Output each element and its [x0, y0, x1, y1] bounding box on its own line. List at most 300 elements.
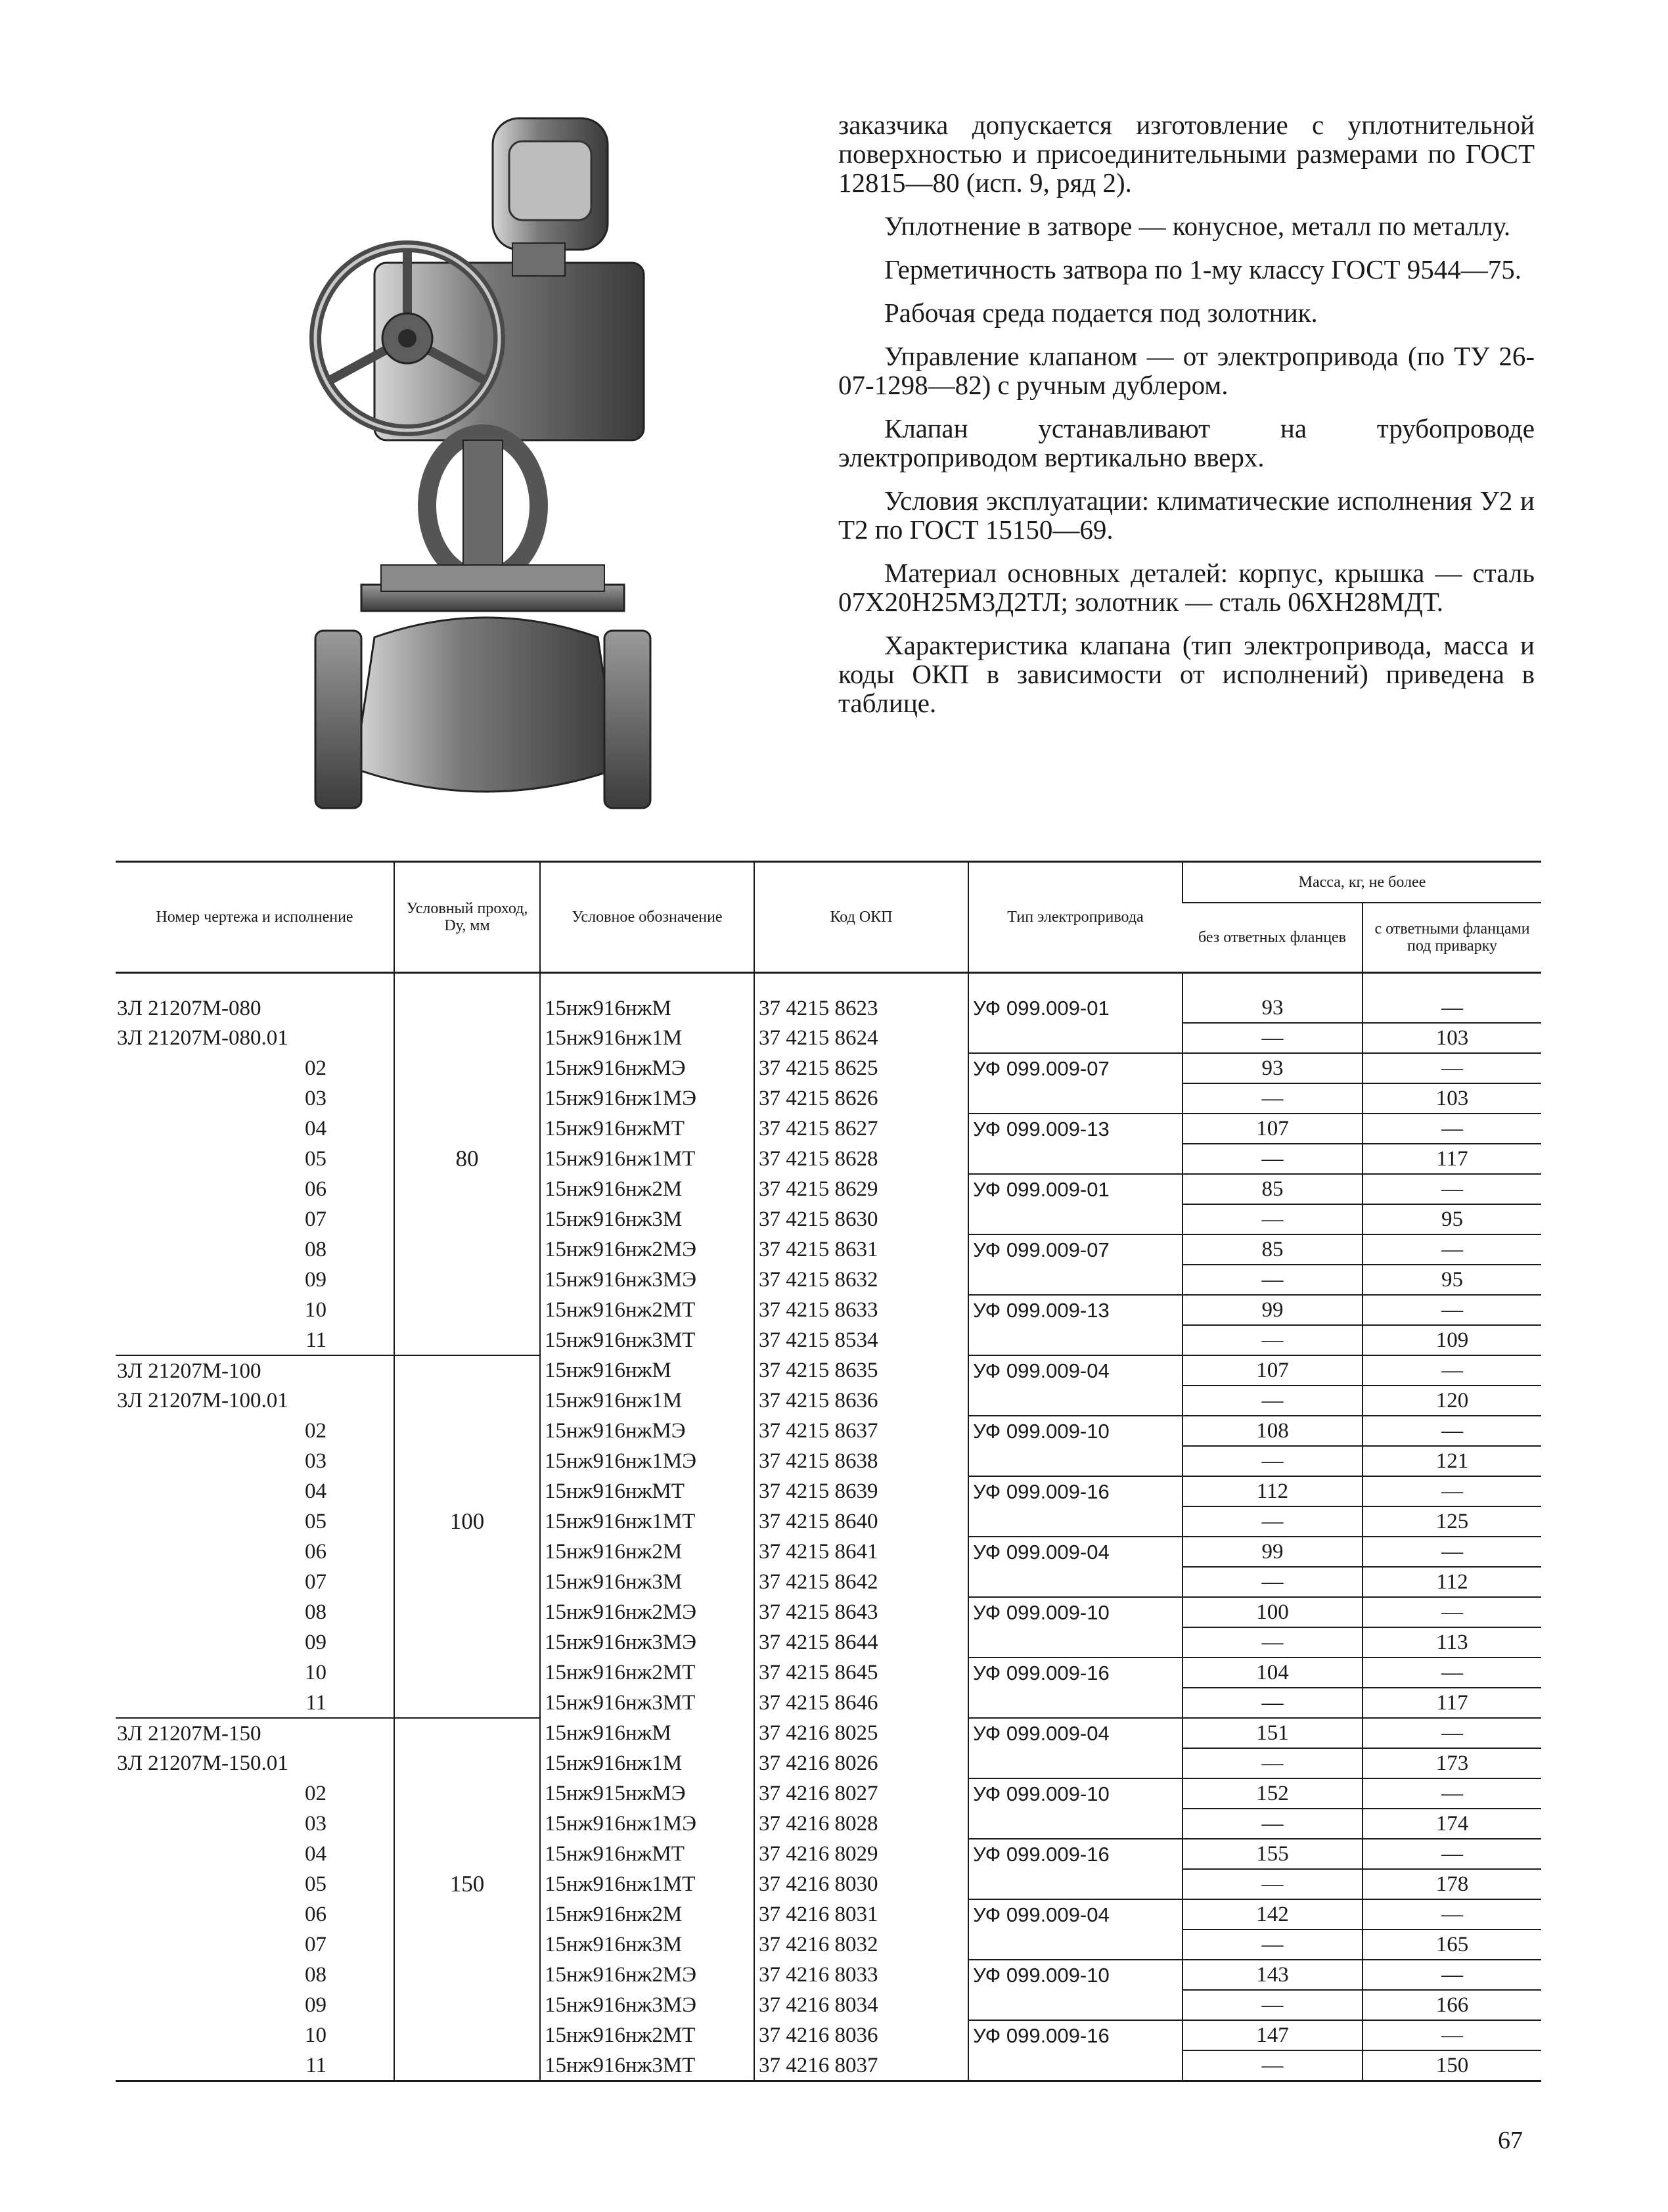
nominal-bore-cell [394, 1476, 540, 1506]
mass-with-flanges-cell: — [1363, 1718, 1541, 1748]
drawing-number-cell: 10 [305, 2023, 327, 2047]
designation-cell: 15нж916нж2МЭ [540, 1597, 754, 1627]
table-row [116, 1325, 1541, 1355]
drawing-number-cell: 3Л 21207М-080 [117, 996, 261, 1020]
header-mass-group: Масса, кг, не более [1183, 862, 1541, 903]
mass-no-flanges-cell: — [1183, 1325, 1363, 1355]
drawing-number-cell: 3Л 21207М-100.01 [117, 1389, 288, 1412]
okp-code-cell: 37 4216 8037 [754, 2050, 968, 2081]
nominal-bore-cell [394, 2050, 540, 2081]
okp-code-cell: 37 4216 8029 [754, 1839, 968, 1869]
okp-code-cell: 37 4215 8636 [754, 1386, 968, 1416]
drawing-number-cell: 10 [305, 1298, 327, 1322]
drawing-number-cell: 02 [305, 1419, 327, 1443]
mass-no-flanges-cell: 108 [1183, 1416, 1363, 1446]
designation-cell: 15нж916нжМЭ [540, 1053, 754, 1083]
okp-code-cell: 37 4216 8030 [754, 1869, 968, 1899]
okp-code-cell: 37 4215 8643 [754, 1597, 968, 1627]
drive-type-cell [968, 1144, 1183, 1174]
mass-no-flanges-cell: 100 [1183, 1597, 1363, 1627]
nominal-bore-cell [394, 1627, 540, 1658]
designation-cell: 15нж916нжМТ [540, 1839, 754, 1869]
okp-code-cell: 37 4216 8025 [754, 1718, 968, 1748]
mass-no-flanges-cell: 147 [1183, 2020, 1363, 2050]
mass-with-flanges-cell: 178 [1363, 1869, 1541, 1899]
okp-code-cell: 37 4216 8026 [754, 1748, 968, 1778]
table-row [116, 993, 1541, 1023]
okp-code-cell: 37 4215 8644 [754, 1627, 968, 1658]
mass-with-flanges-cell: — [1363, 1899, 1541, 1930]
mass-with-flanges-cell: 112 [1363, 1567, 1541, 1597]
mass-with-flanges-cell: — [1363, 1295, 1541, 1325]
table-row [116, 1204, 1541, 1234]
okp-code-cell: 37 4215 8629 [754, 1174, 968, 1204]
drive-type-cell: УФ 099.009-10 [968, 1778, 1183, 1809]
drawing-number-cell: 10 [305, 1661, 327, 1684]
table-row [116, 1053, 1541, 1083]
okp-code-cell: 37 4215 8534 [754, 1325, 968, 1355]
mass-with-flanges-cell: — [1363, 1839, 1541, 1869]
nominal-bore-cell [394, 1567, 540, 1597]
table-row [116, 1174, 1541, 1204]
drawing-number-cell: 02 [305, 1056, 327, 1080]
nominal-bore-cell [394, 1839, 540, 1869]
table-row [116, 1537, 1541, 1567]
table-row [116, 1114, 1541, 1144]
mass-with-flanges-cell: 120 [1363, 1386, 1541, 1416]
paragraph: Характеристика клапана (тип электропривода, масса и коды ОКП в зависимости от исполнений) приведена в таблице. [838, 630, 1535, 718]
drawing-number-cell: 05 [305, 1872, 327, 1896]
nominal-bore-cell [394, 1658, 540, 1688]
mass-no-flanges-cell: 143 [1183, 1960, 1363, 1990]
drawing-number-cell: 07 [305, 1933, 327, 1956]
drawing-number-cell: 06 [305, 1540, 327, 1564]
nominal-bore-cell [394, 1083, 540, 1114]
mass-no-flanges-cell: — [1183, 1567, 1363, 1597]
mass-with-flanges-cell: — [1363, 993, 1541, 1023]
designation-cell: 15нж916нж3МТ [540, 1325, 754, 1355]
mass-no-flanges-cell: 152 [1183, 1778, 1363, 1809]
mass-no-flanges-cell: 142 [1183, 1899, 1363, 1930]
drive-type-cell [968, 1627, 1183, 1658]
drawing-number-cell: 09 [305, 1268, 327, 1292]
drawing-number-cell: 11 [305, 2053, 327, 2077]
drawing-number-cell: 3Л 21207М-100 [116, 1355, 394, 1386]
mass-with-flanges-cell: 166 [1363, 1990, 1541, 2020]
paragraph: Условия эксплуатации: климатические исполнения У2 и Т2 по ГОСТ 15150—69. [838, 485, 1535, 545]
mass-with-flanges-cell: — [1363, 1537, 1541, 1567]
nominal-bore-cell [394, 1930, 540, 1960]
okp-code-cell: 37 4215 8630 [754, 1204, 968, 1234]
drive-type-cell: УФ 099.009-04 [968, 1537, 1183, 1567]
designation-cell: 15нж916нж1М [540, 1023, 754, 1053]
okp-code-cell: 37 4216 8036 [754, 2020, 968, 2050]
nominal-bore-cell [394, 2020, 540, 2050]
drawing-number-cell: 08 [305, 1600, 327, 1624]
mass-no-flanges-cell: — [1183, 1446, 1363, 1476]
okp-code-cell: 37 4215 8624 [754, 1023, 968, 1053]
drive-type-cell: УФ 099.009-10 [968, 1416, 1183, 1446]
mass-no-flanges-cell: 93 [1183, 993, 1363, 1023]
drawing-number-cell: 3Л 21207М-150 [116, 1718, 394, 1748]
header-drive-type: Тип электропривода [968, 862, 1183, 973]
drive-type-cell [968, 1567, 1183, 1597]
okp-code-cell: 37 4215 8626 [754, 1083, 968, 1114]
mass-no-flanges-cell: 104 [1183, 1658, 1363, 1688]
mass-with-flanges-cell: — [1363, 1234, 1541, 1265]
drive-type-cell [968, 1506, 1183, 1537]
mass-no-flanges-cell: — [1183, 1688, 1363, 1718]
mass-with-flanges-cell: 103 [1363, 1023, 1541, 1053]
okp-code-cell: 37 4215 8638 [754, 1446, 968, 1476]
mass-with-flanges-cell: 117 [1363, 1688, 1541, 1718]
mass-with-flanges-cell: — [1363, 1778, 1541, 1809]
table-row [116, 1476, 1541, 1506]
intro-text [838, 110, 1535, 732]
table-row [116, 1748, 1541, 1778]
designation-cell: 15нж916нж2М [540, 1899, 754, 1930]
drive-type-cell: УФ 099.009-04 [968, 1718, 1183, 1748]
table-row [116, 1899, 1541, 1930]
nominal-bore-cell: 150 [394, 1869, 540, 1899]
drawing-number-cell: 3Л 21207М-150.01 [117, 1751, 288, 1775]
paragraph: Материал основных деталей: корпус, крышка — сталь 07Х20Н25М3Д2ТЛ; золотник — сталь 06ХН28МДТ. [838, 558, 1535, 617]
drawing-number-cell: 03 [305, 1087, 327, 1110]
nominal-bore-cell [394, 1114, 540, 1144]
okp-code-cell: 37 4215 8633 [754, 1295, 968, 1325]
drawing-number-cell: 07 [305, 1570, 327, 1594]
mass-no-flanges-cell: 85 [1183, 1234, 1363, 1265]
designation-cell: 15нж916нж1МЭ [540, 1446, 754, 1476]
mass-with-flanges-cell: — [1363, 1658, 1541, 1688]
paragraph: Герметичность затвора по 1-му классу ГОСТ 9544—75. [884, 254, 1521, 284]
table-row [116, 1839, 1541, 1869]
okp-code-cell: 37 4216 8031 [754, 1899, 968, 1930]
table-row [116, 1446, 1541, 1476]
table-row [116, 1688, 1541, 1718]
nominal-bore-cell [394, 1718, 540, 1748]
mass-no-flanges-cell: 85 [1183, 1174, 1363, 1204]
mass-with-flanges-cell: — [1363, 1174, 1541, 1204]
okp-code-cell: 37 4216 8028 [754, 1809, 968, 1839]
designation-cell: 15нж916нж3МТ [540, 1688, 754, 1718]
mass-with-flanges-cell: — [1363, 1476, 1541, 1506]
mass-no-flanges-cell: — [1183, 1265, 1363, 1295]
nominal-bore-cell [394, 1899, 540, 1930]
drive-type-cell: УФ 099.009-16 [968, 2020, 1183, 2050]
valve-with-electric-actuator-photo [276, 112, 683, 821]
table-row [116, 1990, 1541, 2020]
table-row [116, 1930, 1541, 1960]
mass-with-flanges-cell: 150 [1363, 2050, 1541, 2081]
drawing-number-cell: 03 [305, 1449, 327, 1473]
nominal-bore-cell [394, 993, 540, 1023]
table-row [116, 1627, 1541, 1658]
okp-code-cell: 37 4215 8623 [754, 993, 968, 1023]
mass-with-flanges-cell: 125 [1363, 1506, 1541, 1537]
mass-with-flanges-cell: — [1363, 1597, 1541, 1627]
mass-with-flanges-cell: 165 [1363, 1930, 1541, 1960]
mass-with-flanges-cell: — [1363, 1114, 1541, 1144]
okp-code-cell: 37 4216 8027 [754, 1778, 968, 1809]
drive-type-cell [968, 1869, 1183, 1899]
nominal-bore-cell [394, 1446, 540, 1476]
mass-no-flanges-cell: — [1183, 1386, 1363, 1416]
mass-no-flanges-cell: — [1183, 1869, 1363, 1899]
drive-type-cell [968, 1930, 1183, 1960]
nominal-bore-cell: 80 [394, 1144, 540, 1174]
header-nominal-bore: Условный проход, Dу, мм [394, 862, 540, 973]
mass-with-flanges-cell: 113 [1363, 1627, 1541, 1658]
designation-cell: 15нж916нж3МЭ [540, 1990, 754, 2020]
designation-cell: 15нж916нж3М [540, 1567, 754, 1597]
designation-cell: 15нж916нж2МЭ [540, 1960, 754, 1990]
nominal-bore-cell [394, 1295, 540, 1325]
okp-code-cell: 37 4215 8637 [754, 1416, 968, 1446]
drawing-number-cell: 04 [305, 1479, 327, 1503]
designation-cell: 15нж916нж3М [540, 1204, 754, 1234]
nominal-bore-cell [394, 1023, 540, 1053]
mass-no-flanges-cell: 155 [1183, 1839, 1363, 1869]
drive-type-cell: УФ 099.009-01 [968, 1174, 1183, 1204]
mass-no-flanges-cell: 99 [1183, 1295, 1363, 1325]
okp-code-cell: 37 4215 8639 [754, 1476, 968, 1506]
mass-no-flanges-cell: — [1183, 1990, 1363, 2020]
designation-cell: 15нж916нж1МЭ [540, 1809, 754, 1839]
mass-with-flanges-cell: 95 [1363, 1204, 1541, 1234]
mass-with-flanges-cell: — [1363, 2020, 1541, 2050]
drive-type-cell: УФ 099.009-01 [968, 993, 1183, 1023]
okp-code-cell: 37 4215 8646 [754, 1688, 968, 1718]
drive-type-cell: УФ 099.009-16 [968, 1476, 1183, 1506]
table-row [116, 1809, 1541, 1839]
designation-cell: 15нж916нж1М [540, 1748, 754, 1778]
designation-cell: 15нж916нж2МТ [540, 1658, 754, 1688]
drive-type-cell: УФ 099.009-07 [968, 1053, 1183, 1083]
nominal-bore-cell [394, 1204, 540, 1234]
drive-type-cell [968, 2050, 1183, 2081]
designation-cell: 15нж916нжМТ [540, 1114, 754, 1144]
designation-cell: 15нж916нж3М [540, 1930, 754, 1960]
drawing-number-cell: 04 [305, 1117, 327, 1140]
drawing-number-cell: 06 [305, 1177, 327, 1201]
designation-cell: 15нж916нжМ [540, 1355, 754, 1386]
okp-code-cell: 37 4216 8033 [754, 1960, 968, 1990]
nominal-bore-cell [394, 1960, 540, 1990]
mass-no-flanges-cell: 99 [1183, 1537, 1363, 1567]
table-row [116, 1144, 1541, 1174]
table-row [116, 1295, 1541, 1325]
okp-code-cell: 37 4215 8628 [754, 1144, 968, 1174]
drawing-number-cell: 04 [305, 1842, 327, 1866]
table-row [116, 1778, 1541, 1809]
okp-code-cell: 37 4215 8641 [754, 1537, 968, 1567]
drive-type-cell: УФ 099.009-16 [968, 1658, 1183, 1688]
valve-spec-table [116, 861, 1541, 2082]
nominal-bore-cell: 100 [394, 1506, 540, 1537]
drive-type-cell: УФ 099.009-10 [968, 1960, 1183, 1990]
header-okp-code: Код ОКП [754, 862, 968, 973]
table-row [116, 1355, 1541, 1386]
mass-with-flanges-cell: 117 [1363, 1144, 1541, 1174]
drive-type-cell [968, 1265, 1183, 1295]
mass-no-flanges-cell: — [1183, 1083, 1363, 1114]
mass-no-flanges-cell: 112 [1183, 1476, 1363, 1506]
nominal-bore-cell [394, 1597, 540, 1627]
designation-cell: 15нж916нж3МЭ [540, 1265, 754, 1295]
designation-cell: 15нж916нжМТ [540, 1476, 754, 1506]
nominal-bore-cell [394, 1265, 540, 1295]
table-row [116, 1506, 1541, 1537]
nominal-bore-cell [394, 1234, 540, 1265]
drawing-number-cell: 07 [305, 1208, 327, 1231]
designation-cell: 15нж916нжМЭ [540, 1416, 754, 1446]
drive-type-cell: УФ 099.009-04 [968, 1899, 1183, 1930]
mass-no-flanges-cell: — [1183, 1023, 1363, 1053]
nominal-bore-cell [394, 1990, 540, 2020]
drive-type-cell: УФ 099.009-13 [968, 1295, 1183, 1325]
table-row [116, 1265, 1541, 1295]
drive-type-cell: УФ 099.009-13 [968, 1114, 1183, 1144]
nominal-bore-cell [394, 1537, 540, 1567]
table-row [116, 1023, 1541, 1053]
drawing-number-cell: 08 [305, 1963, 327, 1987]
page-number: 67 [1498, 2127, 1523, 2154]
mass-with-flanges-cell: 109 [1363, 1325, 1541, 1355]
designation-cell: 15нж916нж1МЭ [540, 1083, 754, 1114]
paragraph: заказчика допускается изготовление с уплотнительной поверхностью и присоединительными размерами по ГОСТ 12815—80 (исп. 9, ряд 2). [838, 110, 1535, 198]
mass-no-flanges-cell: — [1183, 1930, 1363, 1960]
table-row [116, 1597, 1541, 1627]
drawing-number-cell: 09 [305, 1993, 327, 2017]
mass-with-flanges-cell: — [1363, 1416, 1541, 1446]
mass-no-flanges-cell: — [1183, 1627, 1363, 1658]
drawing-number-cell: 11 [305, 1690, 327, 1715]
mass-with-flanges-cell: 174 [1363, 1809, 1541, 1839]
okp-code-cell: 37 4215 8625 [754, 1053, 968, 1083]
designation-cell: 15нж916нж1МТ [540, 1869, 754, 1899]
okp-code-cell: 37 4215 8645 [754, 1658, 968, 1688]
nominal-bore-cell [394, 1053, 540, 1083]
paragraph: Уплотнение в затворе — конусное, металл по металлу. [884, 211, 1511, 241]
mass-no-flanges-cell: — [1183, 1506, 1363, 1537]
designation-cell: 15нж916нж2М [540, 1174, 754, 1204]
drive-type-cell [968, 1325, 1183, 1355]
designation-cell: 15нж916нж2М [540, 1537, 754, 1567]
header-designation: Условное обозначение [540, 862, 754, 973]
okp-code-cell: 37 4216 8032 [754, 1930, 968, 1960]
header-mass-no-flanges: без ответных фланцев [1183, 903, 1363, 973]
table-row [116, 1416, 1541, 1446]
paragraph: Управление клапаном — от электропривода (по ТУ 26-07-1298—82) с ручным дублером. [838, 341, 1535, 400]
nominal-bore-cell [394, 1355, 540, 1386]
designation-cell: 15нж916нж2МТ [540, 1295, 754, 1325]
table-row [116, 2020, 1541, 2050]
drive-type-cell [968, 1386, 1183, 1416]
mass-no-flanges-cell: 107 [1183, 1114, 1363, 1144]
drawing-number-cell: 06 [305, 1903, 327, 1926]
drive-type-cell: УФ 099.009-10 [968, 1597, 1183, 1627]
designation-cell: 15нж916нж1М [540, 1386, 754, 1416]
nominal-bore-cell [394, 1325, 540, 1355]
designation-cell: 15нж916нж2МЭ [540, 1234, 754, 1265]
designation-cell: 15нж916нжМ [540, 993, 754, 1023]
designation-cell: 15нж916нж1МТ [540, 1144, 754, 1174]
nominal-bore-cell [394, 1748, 540, 1778]
table-row [116, 1718, 1541, 1748]
designation-cell: 15нж916нж2МТ [540, 2020, 754, 2050]
mass-no-flanges-cell: 107 [1183, 1355, 1363, 1386]
paragraph: Клапан устанавливают на трубопроводе электроприводом вертикально вверх. [838, 413, 1535, 472]
drive-type-cell [968, 1990, 1183, 2020]
drive-type-cell [968, 1446, 1183, 1476]
mass-no-flanges-cell: 93 [1183, 1053, 1363, 1083]
drive-type-cell [968, 1688, 1183, 1718]
okp-code-cell: 37 4215 8632 [754, 1265, 968, 1295]
nominal-bore-cell [394, 1416, 540, 1446]
drive-type-cell [968, 1023, 1183, 1053]
mass-no-flanges-cell: — [1183, 1144, 1363, 1174]
mass-with-flanges-cell: 121 [1363, 1446, 1541, 1476]
okp-code-cell: 37 4215 8640 [754, 1506, 968, 1537]
drawing-number-cell: 09 [305, 1631, 327, 1654]
drive-type-cell [968, 1083, 1183, 1114]
drawing-number-cell: 03 [305, 1812, 327, 1836]
paragraph: Рабочая среда подается под золотник. [884, 298, 1318, 328]
drive-type-cell [968, 1748, 1183, 1778]
drawing-number-cell: 02 [305, 1782, 327, 1805]
table-row [116, 1960, 1541, 1990]
table-row [116, 2050, 1541, 2081]
okp-code-cell: 37 4215 8642 [754, 1567, 968, 1597]
drawing-number-cell: 3Л 21207М-080.01 [117, 1026, 288, 1050]
valve-spec-table-wrapper [116, 861, 1541, 2082]
mass-no-flanges-cell: — [1183, 1748, 1363, 1778]
mass-with-flanges-cell: 103 [1363, 1083, 1541, 1114]
table-row [116, 1386, 1541, 1416]
table-row [116, 1234, 1541, 1265]
mass-no-flanges-cell: 151 [1183, 1718, 1363, 1748]
drawing-number-cell: 08 [305, 1238, 327, 1261]
designation-cell: 15нж916нж1МТ [540, 1506, 754, 1537]
mass-with-flanges-cell: — [1363, 1355, 1541, 1386]
okp-code-cell: 37 4215 8631 [754, 1234, 968, 1265]
header-mass-with-flanges: с ответными фланцами под приварку [1363, 903, 1541, 973]
mass-with-flanges-cell: — [1363, 1960, 1541, 1990]
mass-no-flanges-cell: — [1183, 2050, 1363, 2081]
drawing-number-cell: 05 [305, 1147, 327, 1171]
drawing-number-cell: 05 [305, 1510, 327, 1533]
drive-type-cell: УФ 099.009-16 [968, 1839, 1183, 1869]
nominal-bore-cell [394, 1386, 540, 1416]
table-row [116, 1083, 1541, 1114]
drive-type-cell: УФ 099.009-07 [968, 1234, 1183, 1265]
drive-type-cell: УФ 099.009-04 [968, 1355, 1183, 1386]
designation-cell: 15нж916нж3МТ [540, 2050, 754, 2081]
designation-cell: 15нж916нжМ [540, 1718, 754, 1748]
mass-no-flanges-cell: — [1183, 1204, 1363, 1234]
mass-with-flanges-cell: — [1363, 1053, 1541, 1083]
okp-code-cell: 37 4215 8627 [754, 1114, 968, 1144]
nominal-bore-cell [394, 1809, 540, 1839]
okp-code-cell: 37 4215 8635 [754, 1355, 968, 1386]
mass-with-flanges-cell: 95 [1363, 1265, 1541, 1295]
drawing-number-cell: 11 [305, 1328, 327, 1352]
drive-type-cell [968, 1204, 1183, 1234]
header-drawing-number: Номер чертежа и исполнение [156, 909, 353, 926]
mass-no-flanges-cell: — [1183, 1809, 1363, 1839]
designation-cell: 15нж916нж3МЭ [540, 1627, 754, 1658]
